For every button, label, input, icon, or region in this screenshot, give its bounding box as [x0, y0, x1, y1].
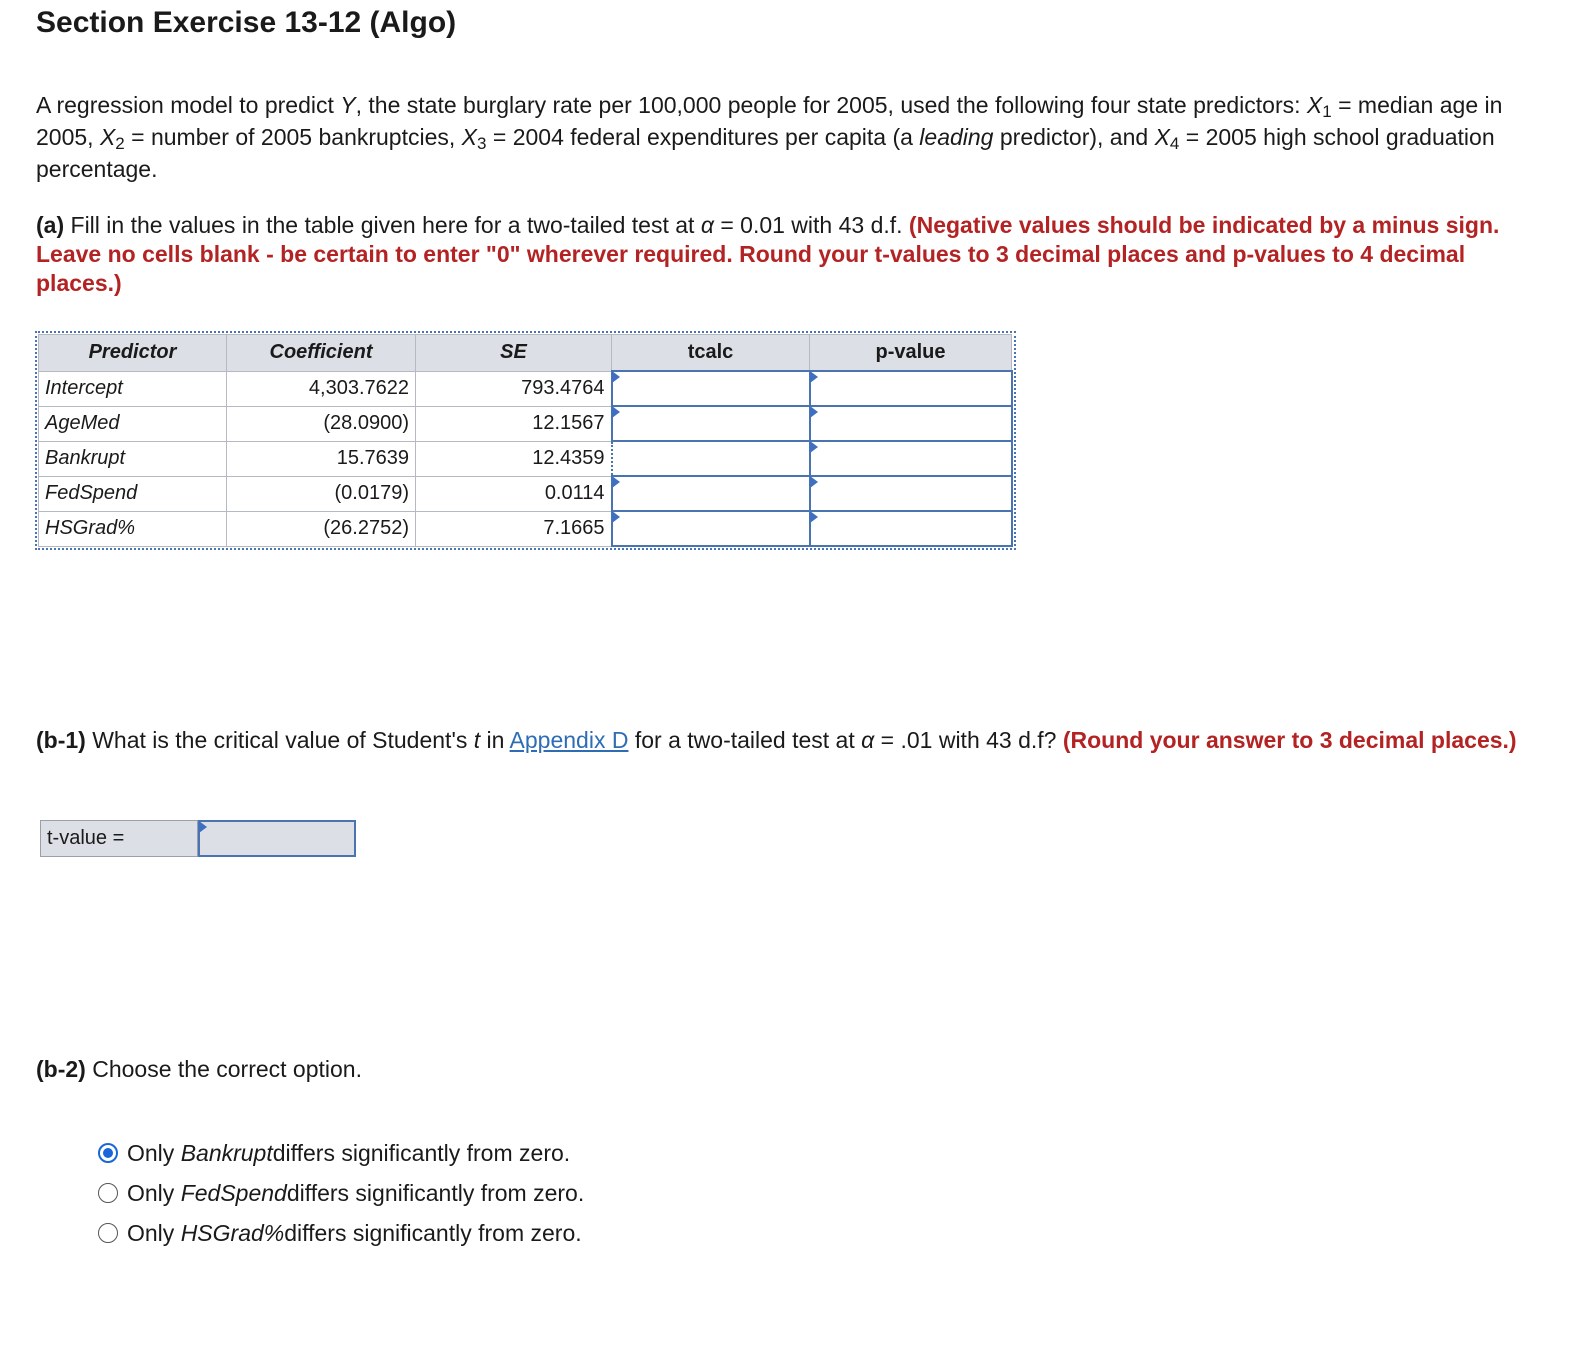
predictor-cell: Bankrupt — [39, 441, 227, 476]
table-row — [39, 406, 1012, 441]
tcalc-input-hsgrad[interactable] — [612, 511, 810, 546]
part-b2-question: (b-2) Choose the correct option. — [36, 1056, 362, 1082]
t-value-input[interactable] — [198, 820, 356, 857]
tcalc-input-agemed[interactable] — [612, 406, 810, 441]
se-cell: 7.1665 — [416, 511, 612, 546]
option-bankrupt[interactable]: Only Bankrupt differs significantly from zero. — [98, 1133, 584, 1173]
part-a-question: (a) Fill in the values in the table given here for a two-tailed test at α = 0.01 with 43 d.f. (Negative values should be indicated by a minus sign. Leave no cells blank - be certain to enter "0" wherever required. Round your t-values to 3 decimal places and p-values to 4 decimal places.) — [36, 212, 1500, 296]
coefficient-cell: (28.0900) — [227, 406, 416, 441]
pvalue-input-fedspend[interactable] — [810, 476, 1012, 511]
predictor-cell: Intercept — [39, 371, 227, 406]
table-row — [39, 441, 1012, 476]
flag-icon — [612, 511, 620, 523]
flag-icon — [199, 821, 207, 833]
pvalue-input-hsgrad[interactable] — [810, 511, 1012, 546]
intro-paragraph: A regression model to predict Y, the state burglary rate per 100,000 people for 2005, used the following four state predictors: $X_1$ = median age in 2005, $X_2$ = number of 2005 bankruptcies, $X_3 = 2004$ federal expenditures per capita (a leading predictor), and $X_4 = 2005$ high school graduation percentage. — [36, 92, 1503, 182]
option-hsgrad[interactable]: Only HSGrad% differs significantly from zero. — [98, 1213, 584, 1253]
table-row — [39, 371, 1012, 406]
predictor-cell: HSGrad% — [39, 511, 227, 546]
option-fedspend[interactable]: Only FedSpend differs significantly from zero. — [98, 1173, 584, 1213]
table-row — [39, 511, 1012, 546]
predictor-cell: AgeMed — [39, 406, 227, 441]
flag-icon — [810, 441, 818, 453]
pvalue-input-agemed[interactable] — [810, 406, 1012, 441]
header-coefficient: Coefficient — [227, 335, 416, 372]
radio-icon[interactable] — [98, 1223, 118, 1243]
tcalc-input-intercept[interactable] — [612, 371, 810, 406]
coefficient-cell: 4,303.7622 — [227, 371, 416, 406]
flag-icon — [810, 406, 818, 418]
coefficient-cell: (0.0179) — [227, 476, 416, 511]
tcalc-input-bankrupt[interactable] — [612, 441, 810, 476]
header-pvalue: p-value — [810, 335, 1012, 372]
radio-selected-icon[interactable] — [98, 1143, 118, 1163]
flag-icon — [612, 406, 620, 418]
se-cell: 793.4764 — [416, 371, 612, 406]
coefficient-cell: (26.2752) — [227, 511, 416, 546]
se-cell: 12.1567 — [416, 406, 612, 441]
part-b1-instructions: (Round your answer to 3 decimal places.) — [1062, 727, 1517, 753]
table-header-row — [39, 335, 1012, 372]
flag-icon — [810, 371, 818, 383]
flag-icon — [612, 476, 620, 488]
header-tcalc: tcalc — [612, 335, 810, 372]
predictor-cell: FedSpend — [39, 476, 227, 511]
pvalue-input-bankrupt[interactable] — [810, 441, 1012, 476]
se-cell: 0.0114 — [416, 476, 612, 511]
coefficient-cell: 15.7639 — [227, 441, 416, 476]
header-predictor: Predictor — [39, 335, 227, 372]
flag-icon — [612, 371, 620, 383]
flag-icon — [810, 511, 818, 523]
se-cell: 12.4359 — [416, 441, 612, 476]
page-title: Section Exercise 13-12 (Algo) — [36, 6, 457, 39]
appendix-d-link[interactable]: Appendix D — [509, 727, 629, 753]
table-row — [39, 476, 1012, 511]
flag-icon — [810, 476, 818, 488]
pvalue-input-intercept[interactable] — [810, 371, 1012, 406]
regression-table — [38, 334, 1013, 547]
radio-icon[interactable] — [98, 1183, 118, 1203]
header-se: SE — [416, 335, 612, 372]
tcalc-input-fedspend[interactable] — [612, 476, 810, 511]
part-a-instructions: (Negative values should be indicated by a minus sign. Leave no cells blank - be certain to enter "0" wherever required. Round your t-values to 3 decimal places and p-values to 4 decimal places.) — [36, 212, 1500, 296]
option-group — [98, 1133, 584, 1253]
part-b1-question: (b-1) What is the critical value of Student's t in Appendix D for a two-tailed test at α = .01 with 43 d.f? (Round your answer to 3 decimal places.) — [36, 727, 1517, 753]
t-value-label: t-value = — [40, 820, 198, 857]
